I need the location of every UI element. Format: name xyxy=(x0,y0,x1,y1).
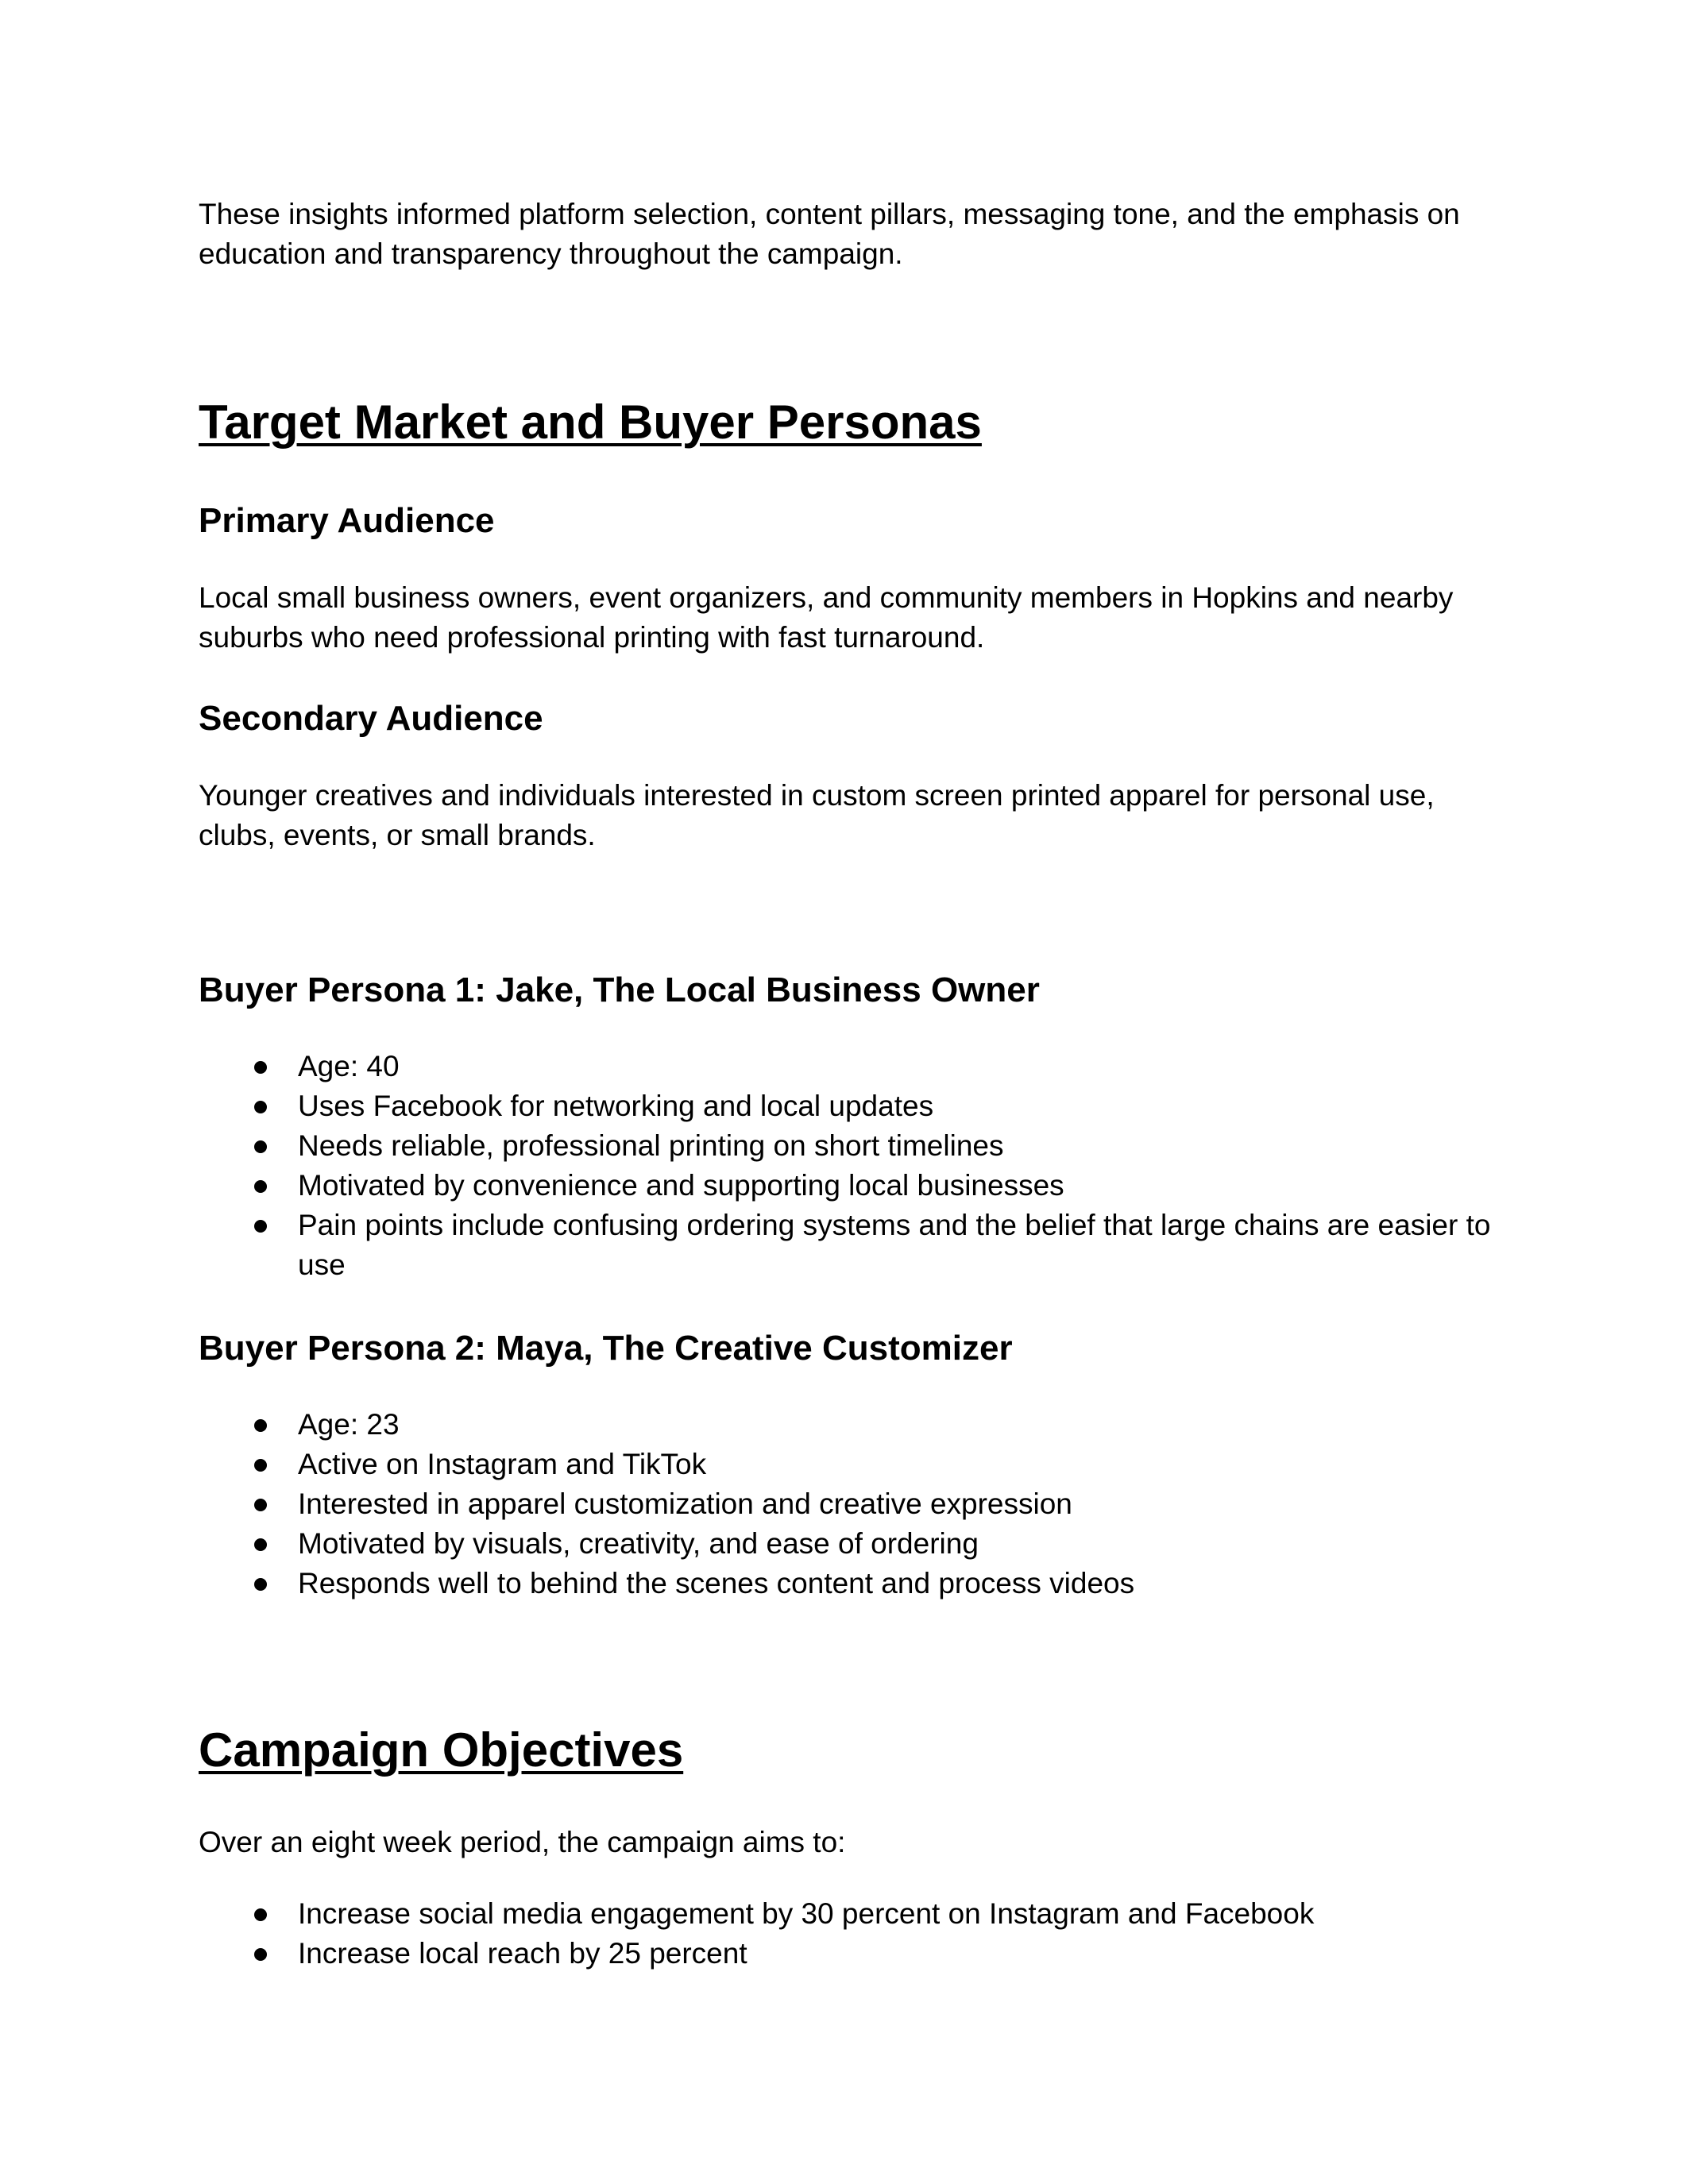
bullet-icon xyxy=(254,1101,267,1113)
list-item-text: Increase social media engagement by 30 percent on Instagram and Facebook xyxy=(298,1897,1315,1930)
bullet-icon xyxy=(254,1538,267,1551)
list-item-text: Age: 23 xyxy=(298,1408,400,1441)
bullet-icon xyxy=(254,1578,267,1591)
list-item xyxy=(199,1934,1501,1974)
list-item xyxy=(199,1445,1501,1484)
list-item xyxy=(199,1484,1501,1524)
list-item-text: Uses Facebook for networking and local updates xyxy=(298,1090,934,1122)
list-item xyxy=(199,1126,1501,1166)
bullet-icon xyxy=(254,1140,267,1153)
bullet-icon xyxy=(254,1908,267,1921)
list-item xyxy=(199,1524,1501,1564)
bullet-icon xyxy=(254,1220,267,1233)
bullet-icon xyxy=(254,1499,267,1511)
objectives-intro: Over an eight week period, the campaign aims to: xyxy=(199,1826,846,1858)
list-item-text: Responds well to behind the scenes content and process videos xyxy=(298,1567,1135,1599)
list-item-text: Motivated by visuals, creativity, and ease of ordering xyxy=(298,1527,979,1560)
list-item-text: Pain points include confusing ordering systems and the belief that large chains are easier to use xyxy=(298,1209,1491,1281)
section-heading-campaign-objectives: Campaign Objectives xyxy=(199,1723,684,1777)
bullet-icon xyxy=(254,1061,267,1074)
list-item xyxy=(199,1166,1501,1206)
list-item xyxy=(199,1047,1501,1086)
list-item xyxy=(199,1405,1501,1445)
primary-audience-text: Local small business owners, event organizers, and community members in Hopkins and nearby suburbs who need professional printing with fast turnaround. xyxy=(199,581,1454,654)
persona-1-list xyxy=(199,1047,1501,1285)
list-item xyxy=(199,1894,1501,1934)
list-item-text: Active on Instagram and TikTok xyxy=(298,1448,707,1480)
list-item-text: Motivated by convenience and supporting local businesses xyxy=(298,1169,1064,1202)
bullet-icon xyxy=(254,1419,267,1432)
bullet-icon xyxy=(254,1948,267,1961)
section-heading-target-market: Target Market and Buyer Personas xyxy=(199,396,982,449)
secondary-audience-text: Younger creatives and individuals interested in custom screen printed apparel for personal use, clubs, events, or small brands. xyxy=(199,779,1435,851)
persona-1-heading: Buyer Persona 1: Jake, The Local Business Owner xyxy=(199,970,1040,1009)
list-item xyxy=(199,1564,1501,1603)
persona-2-heading: Buyer Persona 2: Maya, The Creative Customizer xyxy=(199,1329,1013,1368)
list-item-text: Age: 40 xyxy=(298,1050,400,1082)
persona-2-list xyxy=(199,1405,1501,1603)
bullet-icon xyxy=(254,1180,267,1193)
list-item-text: Needs reliable, professional printing on short timelines xyxy=(298,1129,1004,1162)
list-item xyxy=(199,1086,1501,1126)
list-item xyxy=(199,1206,1501,1285)
primary-audience-heading: Primary Audience xyxy=(199,501,495,540)
intro-paragraph: These insights informed platform selection, content pillars, messaging tone, and the emphasis on education and transparency throughout the campaign. xyxy=(199,198,1460,270)
list-item-text: Increase local reach by 25 percent xyxy=(298,1937,747,1970)
bullet-icon xyxy=(254,1459,267,1472)
secondary-audience-heading: Secondary Audience xyxy=(199,699,543,738)
objectives-list xyxy=(199,1894,1501,1974)
list-item-text: Interested in apparel customization and creative expression xyxy=(298,1488,1072,1520)
